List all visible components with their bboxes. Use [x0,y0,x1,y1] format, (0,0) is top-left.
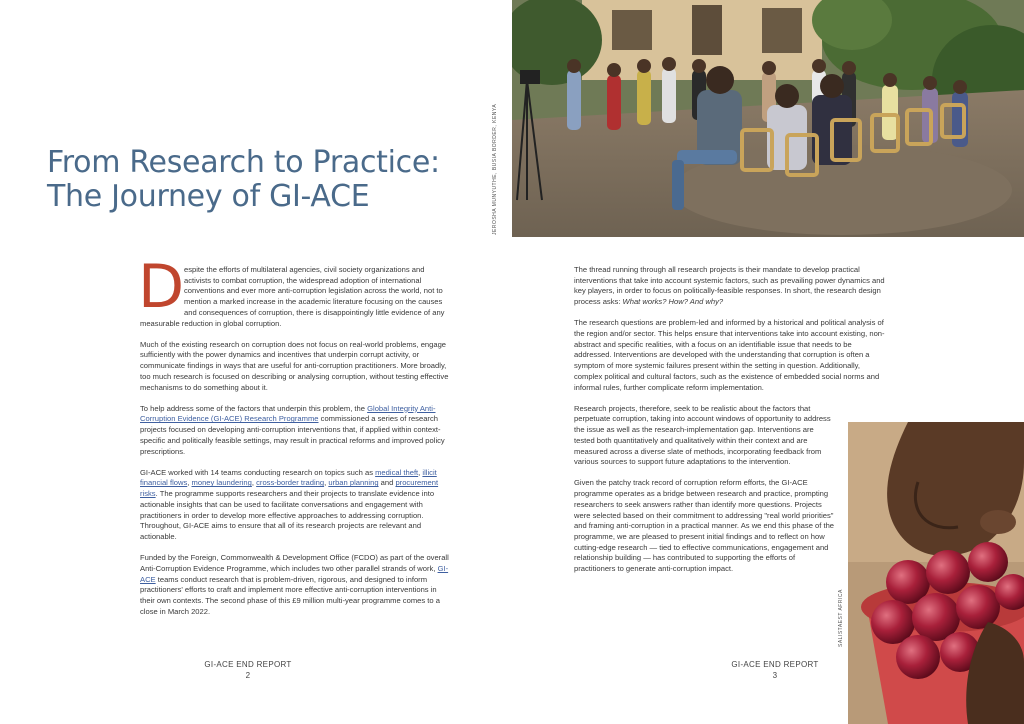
left-paragraph-5-text-b: teams conduct research that is problem-driven, rigorous, and designed to inform practitioners' efforts to craft and implement more effective anti-corruption interventions in their own contexts. The second phase of this £9 million multi-year programme comes to a close in March 2022. [140,574,440,616]
left-paragraph-3-text-a: To help address some of the factors that underpin this problem, the [140,403,368,413]
title-line-2: The Journey of GI-ACE [47,179,370,214]
photo-credit-top [492,103,502,237]
title-line-1: From Research to Practice: [47,145,440,180]
money-laundering-link[interactable]: money laundering [191,478,252,488]
page-number-right: 3 [772,671,778,680]
separator: and [378,478,396,488]
right-paragraph-4-text: Given the patchy track record of corruption reform efforts, the GI-ACE programme operates as a bridge between research and practice, prompting researchers to seek answers rather than identify more questions. Projects were selected based on their commitment to addressing "real world priorities" and framing anti-corruption in a practical manner. As we end this phase of the programme, we are pleased to present initial findings and to reflect on how cutting-edge research — tied to effective communications, engagement and relationship building — has contributed to supporting the efforts of practitioners to generate anti-corruption impact. [574,478,835,574]
right-paragraph-2-text: The research questions are problem-led and informed by a historical and political analysis of the region and/or sector. This helps ensure that interventions take into account existing, non-abstract and specific realities, with a focus on an identifiable issue that needs to be addressed. Interventions are developed with the understanding that corruption is often a symptom of more systemic failures present within the setting in question. Additionally, complex political and cultural factors, such as the existence of embedded social norms and informal rules, further complicate reform implementation. [574,318,885,392]
right-paragraph-3-text: Research projects, therefore, seek to be realistic about the factors that perpetuate corruption, taking into account windows of opportunity to address the issue as well as the research-implementation gap. Interventions are tested both quantitatively and qualitatively within their context and are measured across a diverse slate of methods, incorporating feedback from various sources to support future adaptations to the intervention. [574,403,831,467]
cross-border-trading-link[interactable]: cross-border trading [256,478,325,488]
footer-left-title: GI-ACE END REPORT [204,660,292,669]
right-column [574,265,886,585]
left-paragraph-4 [140,468,450,543]
right-paragraph-3 [574,404,836,468]
meeting-photo [512,0,1024,237]
footer-right-title: GI-ACE END REPORT [731,660,819,669]
left-paragraph-3-text-b: commissioned a series of research projects focused on developing anti-corruption interventions that, if applied within context-specific and politically feasible settings, may result in practical reforms and improved policy prescriptions. [140,414,445,456]
left-paragraph-5-text-a: Funded by the Foreign, Commonwealth & Development Office (FCDO) as part of the overall Anti-Corruption Evidence Programme, which includes two other parallel strands of work, [140,553,449,573]
research-questions-emphasis: What works? How? And why? [622,297,724,307]
left-paragraph-4-text-a: GI-ACE worked with 14 teams conducting research on topics such as [140,467,376,477]
illicit-financial-flows-link[interactable]: illicit financial flows [140,467,437,488]
left-paragraph-1-text: espite the efforts of multilateral agencies, civil society organizations and activists to combat corruption, the widespread adoption of international conventions and ever more anti-corruption legislation across the world, not to mention a marked increase in the academic literature focusing on the causes and consequences of corruption, there is disappointingly little evidence of any measurable reduction in global corruption. [140,265,445,328]
photo-credit-right-text: SALISTAEST AFRICA [838,589,844,647]
separator: , [187,478,192,488]
separator: , [324,478,329,488]
footer-left [178,659,318,681]
medical-theft-link[interactable]: medical theft [375,467,419,477]
gi-ace-link[interactable]: GI-ACE [140,563,449,584]
left-paragraph-5 [140,553,450,617]
right-paragraph-1 [574,265,886,308]
right-paragraph-4 [574,478,836,574]
procurement-risks-link[interactable]: procurement risks [140,478,439,499]
intro-paragraph-wrap [138,252,450,329]
right-paragraph-1-text: The thread running through all research projects is their mandate to develop practical interventions that take into account systemic factors, such as prevailing power dynamics and key players, in order to focus on politically-feasible responses. In short, the research design process asks: [574,265,885,307]
photo-credit-top-text: JEROSHA MUNYUTHE, BUSIA BORDER, KENYA [492,103,498,235]
left-paragraph-4-text-b: . The programme supports researchers and their projects to translate evidence into actionable insights that can be used to facilitate conversations and engagement with practitioners in order to develop more effective approaches to addressing corruption. Throughout, GI-ACE aims to ensure that all of its research projects are relevant and actionable. [140,489,435,541]
left-paragraph-1 [140,265,450,329]
left-paragraph-3 [140,404,450,458]
left-column [138,252,450,628]
separator: , [418,467,423,477]
left-paragraph-2 [140,340,450,394]
drop-cap-letter: D [138,252,185,322]
right-paragraph-2 [574,318,886,393]
left-paragraph-2-text: Much of the existing research on corruption does not focus on real-world problems, engage sufficiently with the power dynamics and incentives that underpin corrupt activity, or communicate findings in ways that are useful for anti-corruption practitioners. More broadly, too much research is focused on describing or analysing corruption, without testing effective mechanisms to do something about it. [140,339,449,392]
drop-cap [138,252,185,322]
gi-ace-programme-link[interactable]: Global Integrity Anti-Corruption Evidence (GI-ACE) Research Programme [140,403,436,424]
photo-credit-right [838,589,846,652]
page-number-left: 2 [245,671,251,680]
fruit-photo [848,422,1024,724]
urban-planning-link[interactable]: urban planning [328,478,379,488]
footer-right [705,659,845,681]
separator: , [251,478,257,488]
page-title [47,146,467,214]
